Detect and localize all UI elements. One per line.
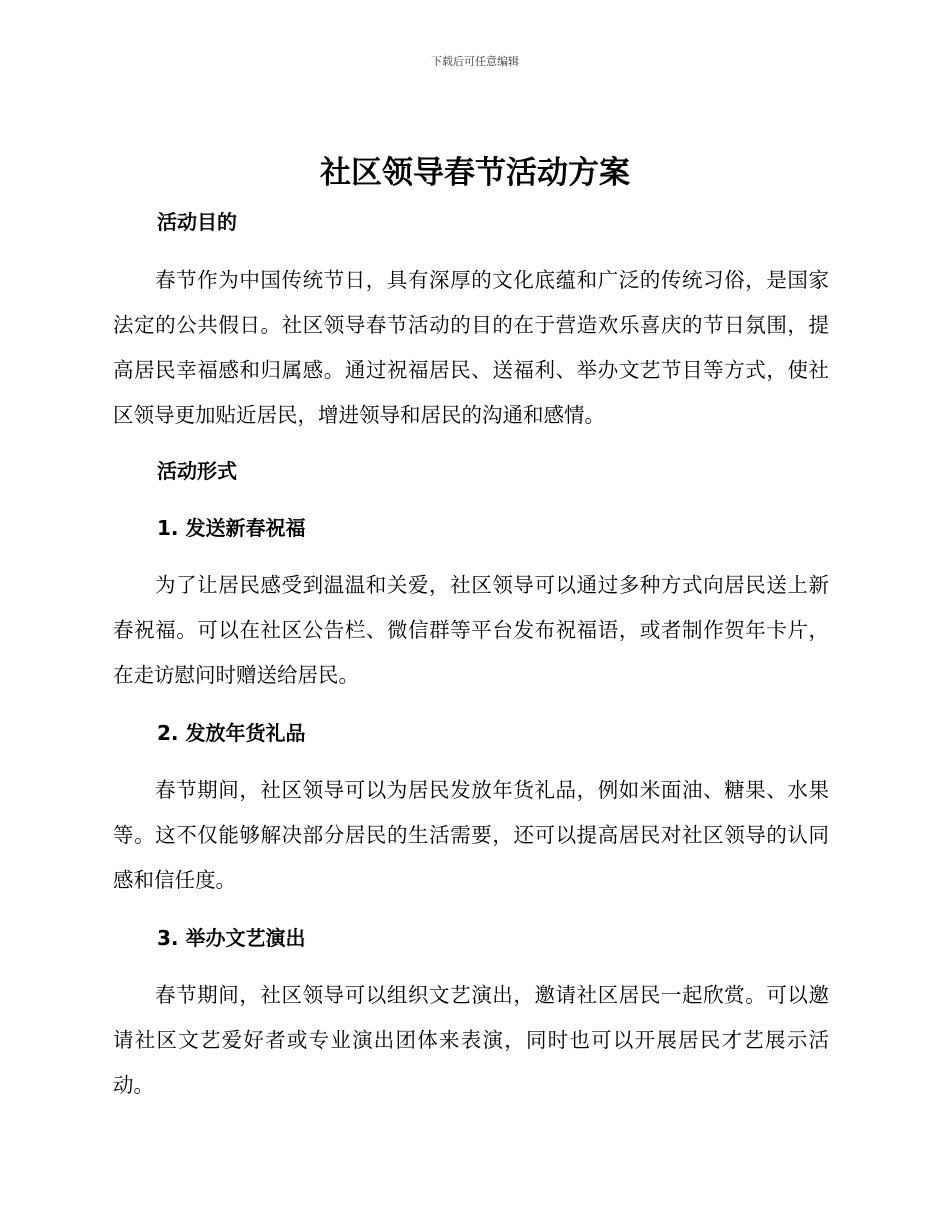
document-title: 社区领导春节活动方案 bbox=[320, 155, 630, 191]
paragraph-gifts: 春节期间，社区领导可以为居民发放年货礼品，例如米面油、糖果、水果等。这不仅能够解决部分居民的生活需要，还可以提高居民对社区领导的认同感和信任度。 bbox=[113, 778, 829, 892]
subsection-heading-greetings: 1. 发送新春祝福 bbox=[157, 516, 306, 540]
paragraph-purpose: 春节作为中国传统节日，具有深厚的文化底蕴和广泛的传统习俗，是国家法定的公共假日。社区领导春节活动的目的在于营造欢乐喜庆的节日氛围，提高居民幸福感和归属感。通过祝福居民、送福利、举办文艺节目等方式，使社区领导更加贴近居民，增进领导和居民的沟通和感情。 bbox=[113, 268, 829, 427]
page-header-note: 下载后可任意编辑 bbox=[431, 55, 519, 68]
subsection-heading-performance: 3. 举办文艺演出 bbox=[157, 926, 306, 950]
section-heading-forms: 活动形式 bbox=[157, 459, 237, 483]
paragraph-greetings: 为了让居民感受到温温和关爱，社区领导可以通过多种方式向居民送上新春祝福。可以在社区公告栏、微信群等平台发布祝福语，或者制作贺年卡片，在走访慰问时赠送给居民。 bbox=[113, 573, 829, 687]
section-heading-purpose: 活动目的 bbox=[157, 210, 237, 234]
paragraph-performance: 春节期间，社区领导可以组织文艺演出，邀请社区居民一起欣赏。可以邀请社区文艺爱好者或专业演出团体来表演，同时也可以开展居民才艺展示活动。 bbox=[113, 983, 829, 1097]
subsection-heading-gifts: 2. 发放年货礼品 bbox=[157, 721, 306, 745]
